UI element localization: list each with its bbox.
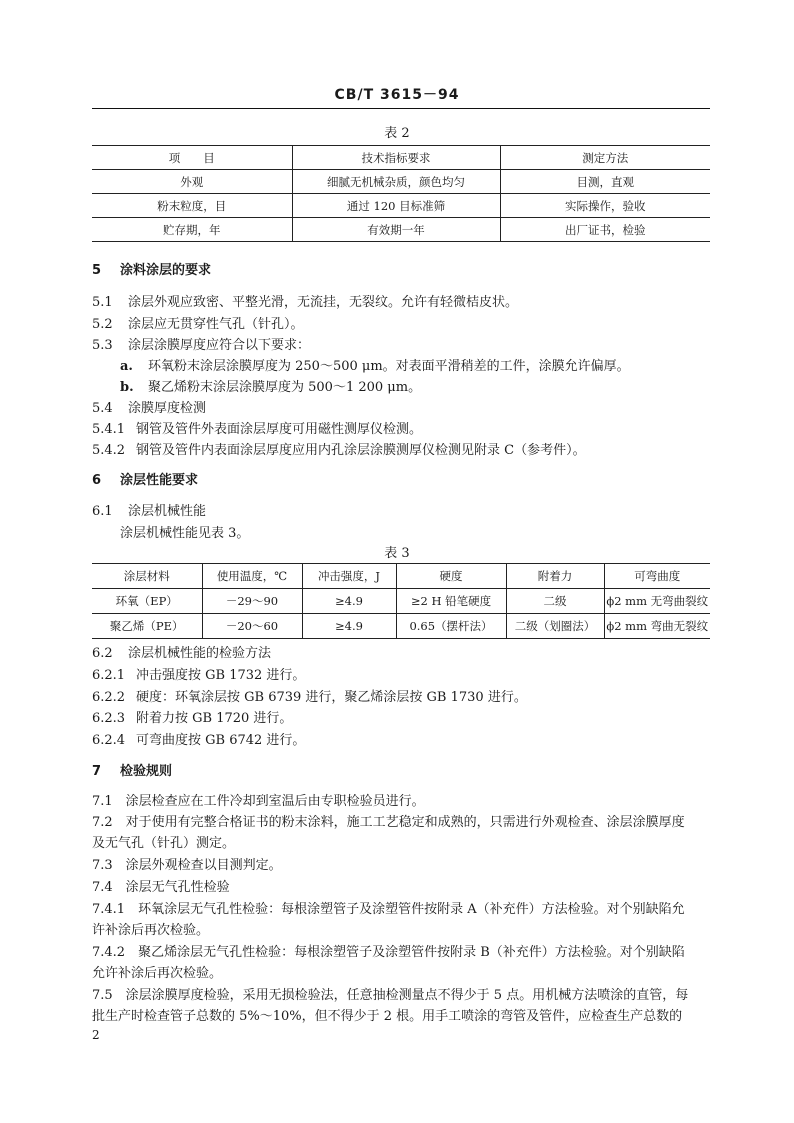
table-cell: 出厂证书，检验 [500, 218, 710, 242]
clause-number: 6.1 [92, 504, 113, 519]
table-header-cell: 附着力 [506, 564, 604, 589]
table-2 [92, 145, 710, 242]
table-cell: ≥4.9 [302, 614, 396, 639]
clause-number: 6.2.4 [92, 733, 126, 748]
clause-number: 5.1 [92, 295, 113, 310]
section-number: 7 [92, 764, 102, 779]
clause-text: 聚乙烯粉末涂层涂膜厚度为 500～1 200 μm。 [148, 380, 422, 395]
table-cell: ≥4.9 [302, 589, 396, 614]
table-cell: 二级（划圈法） [506, 614, 604, 639]
clause-5-3-a [120, 355, 630, 374]
table-row [92, 170, 710, 194]
clause-text: 钢管及管件外表面涂层厚度可用磁性测厚仪检测。 [136, 422, 423, 437]
table-header-row [92, 146, 710, 170]
clause-text: 涂膜厚度检测 [128, 401, 207, 416]
clause-5-2 [92, 313, 304, 332]
table2-caption: 表 2 [384, 126, 410, 141]
section-number: 6 [92, 473, 102, 488]
clause-text: 涂层应无贯穿性气孔（针孔）。 [128, 317, 304, 332]
clause-number: 6.2.2 [92, 690, 126, 705]
clause-7-4-1: 7.4.1 环氧涂层无气孔性检验：每根涂塑管子及涂塑管件按附录 A（补充件）方法检验。对个别缺陷允 [92, 902, 685, 917]
table-cell: ≥2 H 铅笔硬度 [396, 589, 506, 614]
clause-5-4-1 [92, 418, 422, 437]
table-header-cell: 使用温度，℃ [202, 564, 302, 589]
clause-7-4-2: 7.4.2 聚乙烯涂层无气孔性检验：每根涂塑管子及涂塑管件按附录 B（补充件）方法检验。对个别缺陷 [92, 945, 685, 960]
table-cell: 实际操作，验收 [500, 194, 710, 218]
clause-5-4 [92, 397, 206, 416]
table-cell: ϕ2 mm 弯曲无裂纹 [604, 614, 710, 639]
table-header-cell: 项 目 [92, 146, 292, 170]
section-title: 涂料涂层的要求 [120, 263, 212, 278]
clause-number: 6.2.3 [92, 711, 126, 726]
clause-6-1-paragraph: 涂层机械性能见表 3。 [120, 526, 250, 541]
clause-text: 涂层机械性能的检验方法 [128, 646, 272, 661]
table-header-cell: 可弯曲度 [604, 564, 710, 589]
table-header-cell: 涂层材料 [92, 564, 202, 589]
table3-caption: 表 3 [384, 546, 410, 561]
clause-number: 6.2.1 [92, 668, 126, 683]
clause-6-2 [92, 642, 271, 661]
clause-6-2-4 [92, 729, 305, 748]
clause-number: 5.4.2 [92, 443, 126, 458]
clause-number: 5.3 [92, 338, 113, 353]
clause-text: 涂层涂膜厚度应符合以下要求： [128, 338, 311, 353]
table-cell: －29～90 [202, 589, 302, 614]
table-header-row [92, 564, 710, 589]
list-label: a. [120, 359, 133, 374]
clause-7-4-2-continued: 允许补涂后再次检验。 [92, 966, 223, 981]
table-row [92, 218, 710, 242]
clause-7-4-1-continued: 许补涂后再次检验。 [92, 923, 210, 938]
clause-text: 冲击强度按 GB 1732 进行。 [136, 668, 306, 683]
table-cell: 二级 [506, 589, 604, 614]
table-3 [92, 563, 710, 639]
section-number: 5 [92, 263, 102, 278]
clause-7-2-continued: 及无气孔（针孔）测定。 [92, 836, 236, 851]
clause-5-3 [92, 334, 310, 353]
clause-text: 环氧粉末涂层涂膜厚度为 250～500 μm。对表面平滑稍差的工件，涂膜允许偏厚。 [148, 359, 630, 374]
clause-6-1 [92, 500, 206, 519]
table-header-cell: 冲击强度，J [302, 564, 396, 589]
clause-7-4: 7.4 涂层无气孔性检验 [92, 880, 230, 895]
clause-text: 涂层机械性能 [128, 504, 207, 519]
table-cell: 贮存期，年 [92, 218, 292, 242]
clause-7-2: 7.2 对于使用有完整合格证书的粉末涂料，施工工艺稳定和成熟的，只需进行外观检查、涂层涂膜厚度 [92, 815, 685, 830]
clause-number: 5.4.1 [92, 422, 126, 437]
clause-text: 涂层外观应致密、平整光滑，无流挂，无裂纹。允许有轻微桔皮状。 [128, 295, 519, 310]
table-cell: 粉末粒度，目 [92, 194, 292, 218]
section-5-heading [92, 259, 211, 278]
table-row [92, 614, 710, 639]
clause-6-2-1 [92, 664, 305, 683]
table-cell: 有效期一年 [292, 218, 500, 242]
table-cell: 目测，直观 [500, 170, 710, 194]
page-number: 2 [92, 1028, 100, 1042]
clause-7-3: 7.3 涂层外观检查以目测判定。 [92, 858, 282, 873]
section-title: 检验规则 [120, 764, 173, 779]
table-row [92, 589, 710, 614]
document-code: CB/T 3615－94 [334, 87, 460, 103]
table-header-cell: 技术指标要求 [292, 146, 500, 170]
clause-7-1: 7.1 涂层检查应在工件冷却到室温后由专职检验员进行。 [92, 794, 425, 809]
table-row [92, 194, 710, 218]
clause-5-1 [92, 291, 518, 310]
table-cell: 0.65（摆杆法） [396, 614, 506, 639]
clause-5-3-b [120, 376, 421, 395]
clause-text: 附着力按 GB 1720 进行。 [136, 711, 293, 726]
clause-6-2-2 [92, 686, 527, 705]
table-cell: －20～60 [202, 614, 302, 639]
clause-5-4-2 [92, 439, 586, 458]
table-cell: 细腻无机械杂质，颜色均匀 [292, 170, 500, 194]
table-cell: 环氧（EP） [92, 589, 202, 614]
clause-text: 钢管及管件内表面涂层厚度应用内孔涂层涂膜测厚仪检测见附录 C（参考件）。 [136, 443, 586, 458]
table-header-cell: 硬度 [396, 564, 506, 589]
section-7-heading [92, 760, 172, 779]
table-cell: 外观 [92, 170, 292, 194]
clause-7-5: 7.5 涂层涂膜厚度检验，采用无损检验法，任意抽检测量点不得少于 5 点。用机械方法喷涂的直管，每 [92, 988, 689, 1003]
clause-number: 6.2 [92, 646, 113, 661]
clause-6-2-3 [92, 707, 292, 726]
table-header-cell: 测定方法 [500, 146, 710, 170]
clause-text: 硬度：环氧涂层按 GB 6739 进行，聚乙烯涂层按 GB 1730 进行。 [136, 690, 527, 705]
section-6-heading [92, 469, 198, 488]
clause-number: 5.4 [92, 401, 113, 416]
table-cell: 通过 120 目标准筛 [292, 194, 500, 218]
header-rule [92, 108, 710, 109]
clause-number: 5.2 [92, 317, 113, 332]
table-cell: ϕ2 mm 无弯曲裂纹 [604, 589, 710, 614]
list-label: b. [120, 380, 134, 395]
clause-7-5-continued: 批生产时检查管子总数的 5%～10%，但不得少于 2 根。用手工喷涂的弯管及管件，应检查生产总数的 [92, 1009, 683, 1024]
section-title: 涂层性能要求 [120, 473, 199, 488]
clause-text: 可弯曲度按 GB 6742 进行。 [136, 733, 306, 748]
table-cell: 聚乙烯（PE） [92, 614, 202, 639]
